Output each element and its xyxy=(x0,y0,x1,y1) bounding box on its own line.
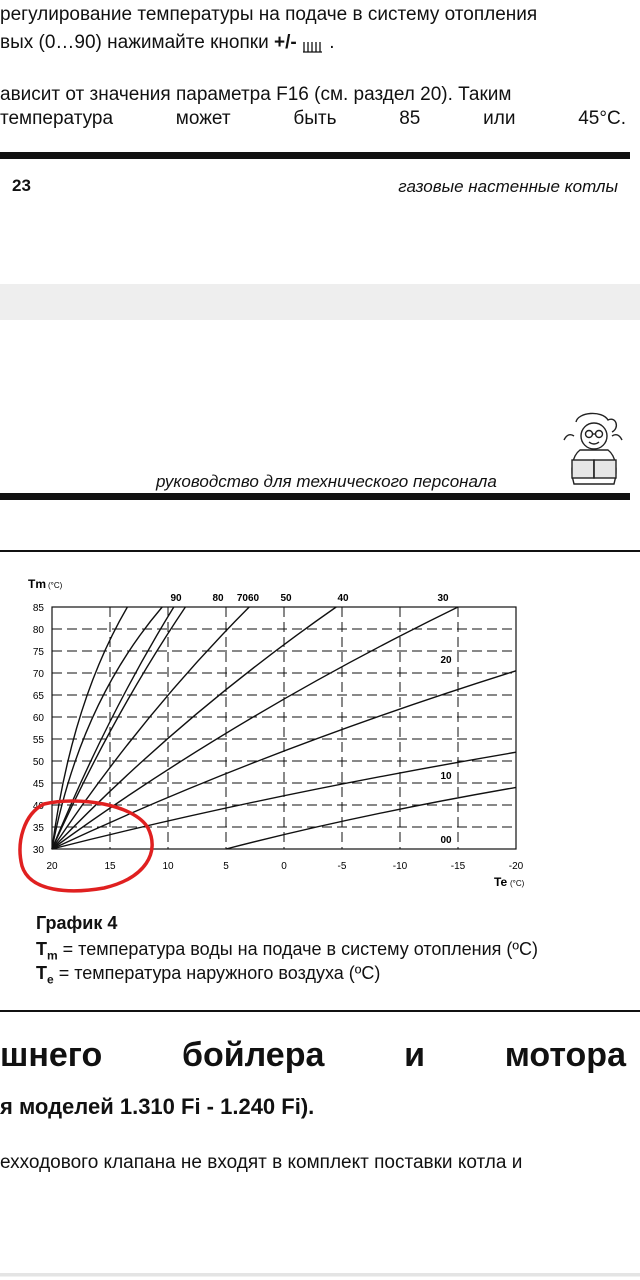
word: или xyxy=(483,108,516,129)
body-text-line: ехходового клапана не входят в комплект поставки котла и xyxy=(0,1152,523,1173)
series-line-00 xyxy=(226,787,516,849)
y-axis-unit: (°C) xyxy=(48,581,63,590)
legend-te-sub: e xyxy=(47,972,54,987)
y-tick-label: 35 xyxy=(32,823,44,834)
text-line-2 xyxy=(0,30,335,56)
series-line-70 xyxy=(52,607,174,849)
series-top-label: 80 xyxy=(212,593,224,604)
x-tick-label: 5 xyxy=(223,861,229,872)
x-axis-unit: (°C) xyxy=(510,879,525,888)
x-tick-label: 10 xyxy=(162,861,174,872)
page-separator xyxy=(0,284,640,320)
x-tick-label: -5 xyxy=(337,861,347,872)
series-line-30 xyxy=(52,607,458,849)
series-line-50 xyxy=(52,607,249,849)
mascot-illustration xyxy=(558,410,630,492)
word: быть xyxy=(293,108,337,129)
section-rule-2 xyxy=(0,1010,640,1012)
y-tick-label: 50 xyxy=(32,757,44,768)
legend-tm-sub: m xyxy=(47,948,58,963)
text-line-3-content: ависит от значения параметра F16 (см. раздел 20). Таким xyxy=(0,84,512,105)
y-tick-label: 80 xyxy=(32,625,44,636)
y-tick-label: 75 xyxy=(32,647,44,658)
series-top-label: 30 xyxy=(437,593,449,604)
heading-word: и xyxy=(404,1036,425,1074)
chart-caption: График 4 xyxy=(36,913,118,933)
footer-title: газовые настенные котлы xyxy=(398,177,618,196)
y-tick-label: 85 xyxy=(32,603,44,614)
word: температура xyxy=(0,108,114,129)
series-line-90 xyxy=(52,607,127,849)
x-tick-label: 20 xyxy=(46,861,58,872)
text-line-2-end: . xyxy=(329,32,335,53)
word: 85 xyxy=(399,108,421,129)
x-tick-label: -15 xyxy=(450,861,466,872)
page-header-rule xyxy=(0,493,630,500)
legend-tm-text: = температура воды на подаче в систему отопления (ºC) xyxy=(57,939,538,959)
heading-word: мотора xyxy=(504,1036,626,1074)
series-top-label: 50 xyxy=(280,593,292,604)
page-header-title: руководство для технического персонала xyxy=(156,472,497,491)
cut-off-text-line xyxy=(0,1268,640,1280)
y-tick-label: 40 xyxy=(32,801,44,812)
radiator-icon xyxy=(302,36,324,50)
y-tick-label: 60 xyxy=(32,713,44,724)
x-tick-label: 0 xyxy=(281,861,287,872)
legend-te-symbol: T xyxy=(36,963,47,983)
x-tick-label: 15 xyxy=(104,861,116,872)
chart-graph-4 xyxy=(0,560,640,900)
x-tick-label: -20 xyxy=(508,861,524,872)
x-tick-label: -10 xyxy=(392,861,408,872)
y-tick-label: 30 xyxy=(32,845,44,856)
legend-tm-symbol: T xyxy=(36,939,47,959)
section-heading xyxy=(0,1036,626,1075)
heading-word: бойлера xyxy=(181,1036,325,1074)
y-tick-label: 70 xyxy=(32,669,44,680)
y-tick-label: 65 xyxy=(32,691,44,702)
series-top-label: 90 xyxy=(170,593,182,604)
word: 45°C. xyxy=(578,108,626,129)
text-line-3 xyxy=(0,82,626,108)
y-axis-label: Tm xyxy=(28,577,46,591)
page-number: 23 xyxy=(12,176,31,195)
series-top-label: 40 xyxy=(337,593,349,604)
section-subheading: я моделей 1.310 Fi - 1.240 Fi). xyxy=(0,1094,315,1119)
x-axis-label: Te xyxy=(494,875,508,889)
series-inline-label: 20 xyxy=(440,655,452,666)
series-top-label: 7060 xyxy=(236,593,260,604)
page-footer-rule xyxy=(0,152,630,159)
heading-word: шнего xyxy=(0,1036,103,1074)
y-tick-label: 55 xyxy=(32,735,44,746)
text-line-1: регулирование температуры на подаче в систему отопления xyxy=(0,4,538,25)
series-line-60 xyxy=(52,607,185,849)
text-line-4 xyxy=(0,106,626,132)
series-inline-label: 00 xyxy=(440,835,452,846)
section-rule-thin xyxy=(0,550,640,552)
y-tick-label: 45 xyxy=(32,779,44,790)
plus-minus-label: +/- xyxy=(274,32,297,53)
word: может xyxy=(175,108,231,129)
text-line-2-start: вых (0…90) нажимайте кнопки xyxy=(0,32,269,53)
legend-te xyxy=(36,962,380,991)
chart-grid xyxy=(52,607,516,849)
series-line-40 xyxy=(52,607,336,849)
legend-te-text: = температура наружного воздуха (ºC) xyxy=(53,963,381,983)
series-inline-label: 10 xyxy=(440,771,452,782)
